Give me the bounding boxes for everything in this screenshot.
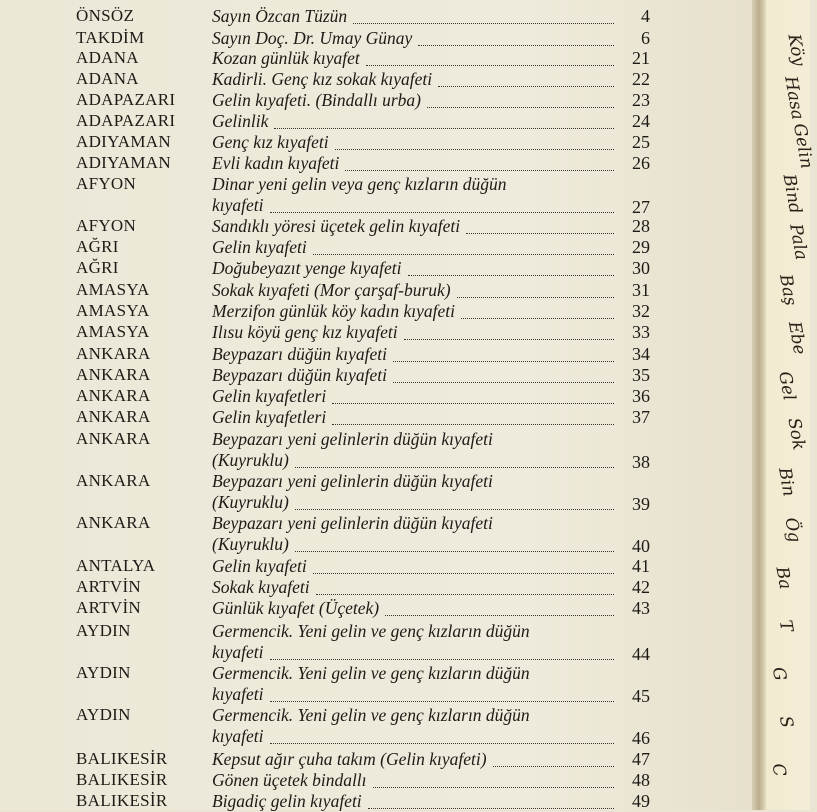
toc-entry-title: Gelinlik: [212, 111, 269, 131]
toc-entry-title: Sayın Doç. Dr. Umay Günay: [212, 28, 413, 48]
toc-entry-page-number: 26: [632, 153, 650, 173]
toc-leader-dots: [295, 551, 614, 552]
toc-leader-dots: [408, 275, 614, 276]
toc-entry-page-number: 21: [632, 48, 650, 68]
toc-entry-title: Gelin kıyafeti: [212, 556, 307, 576]
toc-leader-dots: [345, 170, 614, 171]
toc-entry-page-number: 40: [632, 536, 650, 556]
toc-entry-page-number: 35: [632, 365, 650, 385]
toc-entry-page-number: 24: [632, 111, 650, 131]
toc-leader-dots: [270, 212, 614, 213]
toc-entry-page-number: 29: [632, 237, 650, 257]
toc-entry-region: ANKARA: [76, 513, 151, 532]
next-page-text-fragment: Ba: [771, 565, 796, 591]
toc-entry-page-number: 49: [632, 791, 650, 811]
toc-leader-dots: [418, 45, 614, 46]
toc-leader-dots: [270, 701, 614, 702]
next-page-text-fragment: S: [774, 714, 797, 730]
toc-leader-dots: [353, 23, 614, 24]
toc-entry-region: ANKARA: [76, 407, 151, 426]
toc-leader-dots: [438, 86, 614, 87]
toc-entry-title: Genç kız kıyafeti: [212, 132, 329, 152]
toc-entry-page-number: 41: [632, 556, 650, 576]
toc-entry-title: kıyafeti: [212, 684, 264, 704]
toc-entry-region: ANKARA: [76, 344, 151, 363]
toc-entry-region: ARTVİN: [76, 598, 141, 617]
toc-entry-title: Beypazarı düğün kıyafeti: [212, 365, 387, 385]
toc-entry-region: ADIYAMAN: [76, 153, 171, 172]
toc-leader-dots: [295, 467, 614, 468]
toc-entry-title: Beypazarı yeni gelinlerin düğün kıyafeti: [212, 513, 493, 533]
toc-entry-region: TAKDİM: [76, 28, 145, 47]
toc-entry-page-number: 33: [632, 322, 650, 342]
next-page-text-fragment: Sok: [783, 416, 809, 452]
toc-entry-title: (Kuyruklu): [212, 492, 289, 512]
next-page-text-fragment: G: [767, 665, 790, 683]
toc-entry-title: Beypazarı yeni gelinlerin düğün kıyafeti: [212, 471, 493, 491]
next-page-text-fragment: Bin: [774, 466, 799, 498]
toc-leader-dots: [270, 659, 614, 660]
toc-entry-title: Günlük kıyafet (Üçetek): [212, 598, 380, 618]
toc-leader-dots: [274, 128, 614, 129]
toc-entry-region: ANKARA: [76, 471, 151, 490]
toc-entry-region: AMASYA: [76, 322, 150, 341]
toc-leader-dots: [332, 403, 614, 404]
toc-leader-dots: [313, 573, 614, 574]
toc-leader-dots: [457, 297, 614, 298]
toc-entry-title: Kadirli. Genç kız sokak kıyafeti: [212, 69, 433, 89]
toc-entry-region: ADIYAMAN: [76, 132, 171, 151]
next-page-text-fragment: Ög: [780, 516, 805, 544]
toc-entry-title: Germencik. Yeni gelin ve genç kızların düğün: [212, 705, 530, 725]
toc-entry-region: ANKARA: [76, 386, 151, 405]
toc-entry-page-number: 37: [632, 407, 650, 427]
next-page-text-fragment: Gelin: [788, 121, 817, 171]
toc-entry-title: Evli kadın kıyafeti: [212, 153, 340, 173]
toc-entry-page-number: 44: [632, 644, 650, 664]
toc-entry-title: Beypazarı yeni gelinlerin düğün kıyafeti: [212, 429, 493, 449]
book-spine: [752, 0, 766, 810]
book-page-right-edge: [766, 0, 817, 810]
toc-entry-region: AFYON: [76, 216, 137, 235]
toc-entry-title: Germencik. Yeni gelin ve genç kızların düğün: [212, 663, 530, 683]
toc-entry-page-number: 48: [632, 770, 650, 790]
next-page-text-fragment: Ebe: [783, 319, 810, 357]
toc-entry-page-number: 38: [632, 452, 650, 472]
toc-entry-title: kıyafeti: [212, 726, 264, 746]
toc-entry-region: AFYON: [76, 174, 137, 193]
toc-entry-page-number: 6: [641, 28, 650, 48]
toc-entry-title: Dinar yeni gelin veya genç kızların düğün: [212, 174, 507, 194]
toc-entry-page-number: 30: [632, 258, 650, 278]
toc-leader-dots: [335, 149, 614, 150]
toc-entry-title: Sokak kıyafeti: [212, 577, 310, 597]
toc-entry-title: (Kuyruklu): [212, 534, 289, 554]
toc-entry-title: kıyafeti: [212, 195, 264, 215]
toc-leader-dots: [404, 339, 614, 340]
toc-entry-region: ANTALYA: [76, 556, 156, 575]
toc-leader-dots: [393, 361, 614, 362]
toc-leader-dots: [366, 65, 614, 66]
toc-entry-region: ARTVİN: [76, 577, 141, 596]
toc-entry-region: ADAPAZARI: [76, 90, 176, 109]
toc-leader-dots: [368, 808, 614, 809]
toc-entry-page-number: 32: [632, 301, 650, 321]
toc-entry-title: Kozan günlük kıyafet: [212, 48, 360, 68]
toc-entry-region: BALIKESİR: [76, 791, 168, 810]
toc-entry-page-number: 23: [632, 90, 650, 110]
next-page-text-fragment: Köy: [783, 32, 809, 68]
toc-entry-page-number: 46: [632, 728, 650, 748]
toc-entry-page-number: 22: [632, 69, 650, 89]
toc-entry-page-number: 31: [632, 280, 650, 300]
toc-entry-region: AYDIN: [76, 705, 131, 724]
next-page-text-fragment: Hasa: [780, 74, 808, 122]
toc-entry-region: BALIKESİR: [76, 749, 168, 768]
toc-entry-title: Sokak kıyafeti (Mor çarşaf-buruk): [212, 280, 451, 300]
toc-leader-dots: [427, 107, 614, 108]
toc-entry-page-number: 36: [632, 386, 650, 406]
next-page-text-fragment: Baş: [775, 272, 801, 308]
next-page-text-fragment: Pala: [785, 222, 812, 262]
toc-entry-title: Bigadiç gelin kıyafeti: [212, 791, 362, 811]
toc-entry-title: Doğubeyazıt yenge kıyafeti: [212, 258, 402, 278]
toc-entry-page-number: 27: [632, 197, 650, 217]
toc-entry-title: kıyafeti: [212, 642, 264, 662]
toc-leader-dots: [313, 254, 614, 255]
next-page-text-fragment: Gel: [774, 369, 799, 403]
toc-entry-title: Gelin kıyafeti: [212, 237, 307, 257]
toc-entry-title: Gönen üçetek bindallı: [212, 770, 367, 790]
toc-entry-region: AĞRI: [76, 237, 119, 256]
toc-leader-dots: [461, 318, 614, 319]
toc-entry-page-number: 42: [632, 577, 650, 597]
toc-leader-dots: [332, 424, 614, 425]
toc-entry-title: Germencik. Yeni gelin ve genç kızların düğün: [212, 621, 530, 641]
toc-entry-region: ADANA: [76, 69, 139, 88]
toc-entry-title: Ilısu köyü genç kız kıyafeti: [212, 322, 398, 342]
toc-leader-dots: [466, 233, 614, 234]
next-page-text-fragment: T: [774, 618, 797, 634]
toc-entry-region: ANKARA: [76, 429, 151, 448]
toc-entry-title: (Kuyruklu): [212, 450, 289, 470]
toc-leader-dots: [373, 787, 614, 788]
toc-entry-title: Sandıklı yöresi üçetek gelin kıyafeti: [212, 216, 461, 236]
toc-entry-title: Gelin kıyafeti. (Bindallı urba): [212, 90, 421, 110]
toc-entry-region: ANKARA: [76, 365, 151, 384]
toc-entry-region: ADAPAZARI: [76, 111, 176, 130]
toc-entry-title: Sayın Özcan Tüzün: [212, 6, 348, 26]
toc-entry-title: Beypazarı düğün kıyafeti: [212, 344, 387, 364]
toc-leader-dots: [385, 615, 614, 616]
toc-leader-dots: [393, 382, 614, 383]
toc-entry-page-number: 43: [632, 598, 650, 618]
toc-entry-region: ÖNSÖZ: [76, 6, 135, 25]
toc-entry-region: AMASYA: [76, 280, 150, 299]
next-page-text-fragment: Bind: [778, 172, 806, 216]
toc-leader-dots: [316, 594, 614, 595]
toc-entry-region: ADANA: [76, 48, 139, 67]
toc-entry-region: AYDIN: [76, 663, 131, 682]
toc-entry-page-number: 25: [632, 132, 650, 152]
toc-entry-region: AYDIN: [76, 621, 131, 640]
toc-entry-page-number: 28: [632, 216, 650, 236]
toc-entry-title: Merzifon günlük köy kadın kıyafeti: [212, 301, 455, 321]
next-page-text-fragment: C: [767, 761, 790, 779]
toc-entry-title: Kepsut ağır çuha takım (Gelin kıyafeti): [212, 749, 487, 769]
toc-entry-region: AMASYA: [76, 301, 150, 320]
toc-entry-region: BALIKESİR: [76, 770, 168, 789]
toc-entry-page-number: 45: [632, 686, 650, 706]
toc-leader-dots: [295, 509, 614, 510]
toc-entry-page-number: 34: [632, 344, 650, 364]
toc-entry-page-number: 39: [632, 494, 650, 514]
toc-entry-title: Gelin kıyafetleri: [212, 386, 327, 406]
toc-entry-title: Gelin kıyafetleri: [212, 407, 327, 427]
toc-leader-dots: [493, 766, 614, 767]
toc-leader-dots: [270, 743, 614, 744]
toc-entry-page-number: 47: [632, 749, 650, 769]
toc-entry-page-number: 4: [641, 6, 650, 26]
toc-entry-region: AĞRI: [76, 258, 119, 277]
